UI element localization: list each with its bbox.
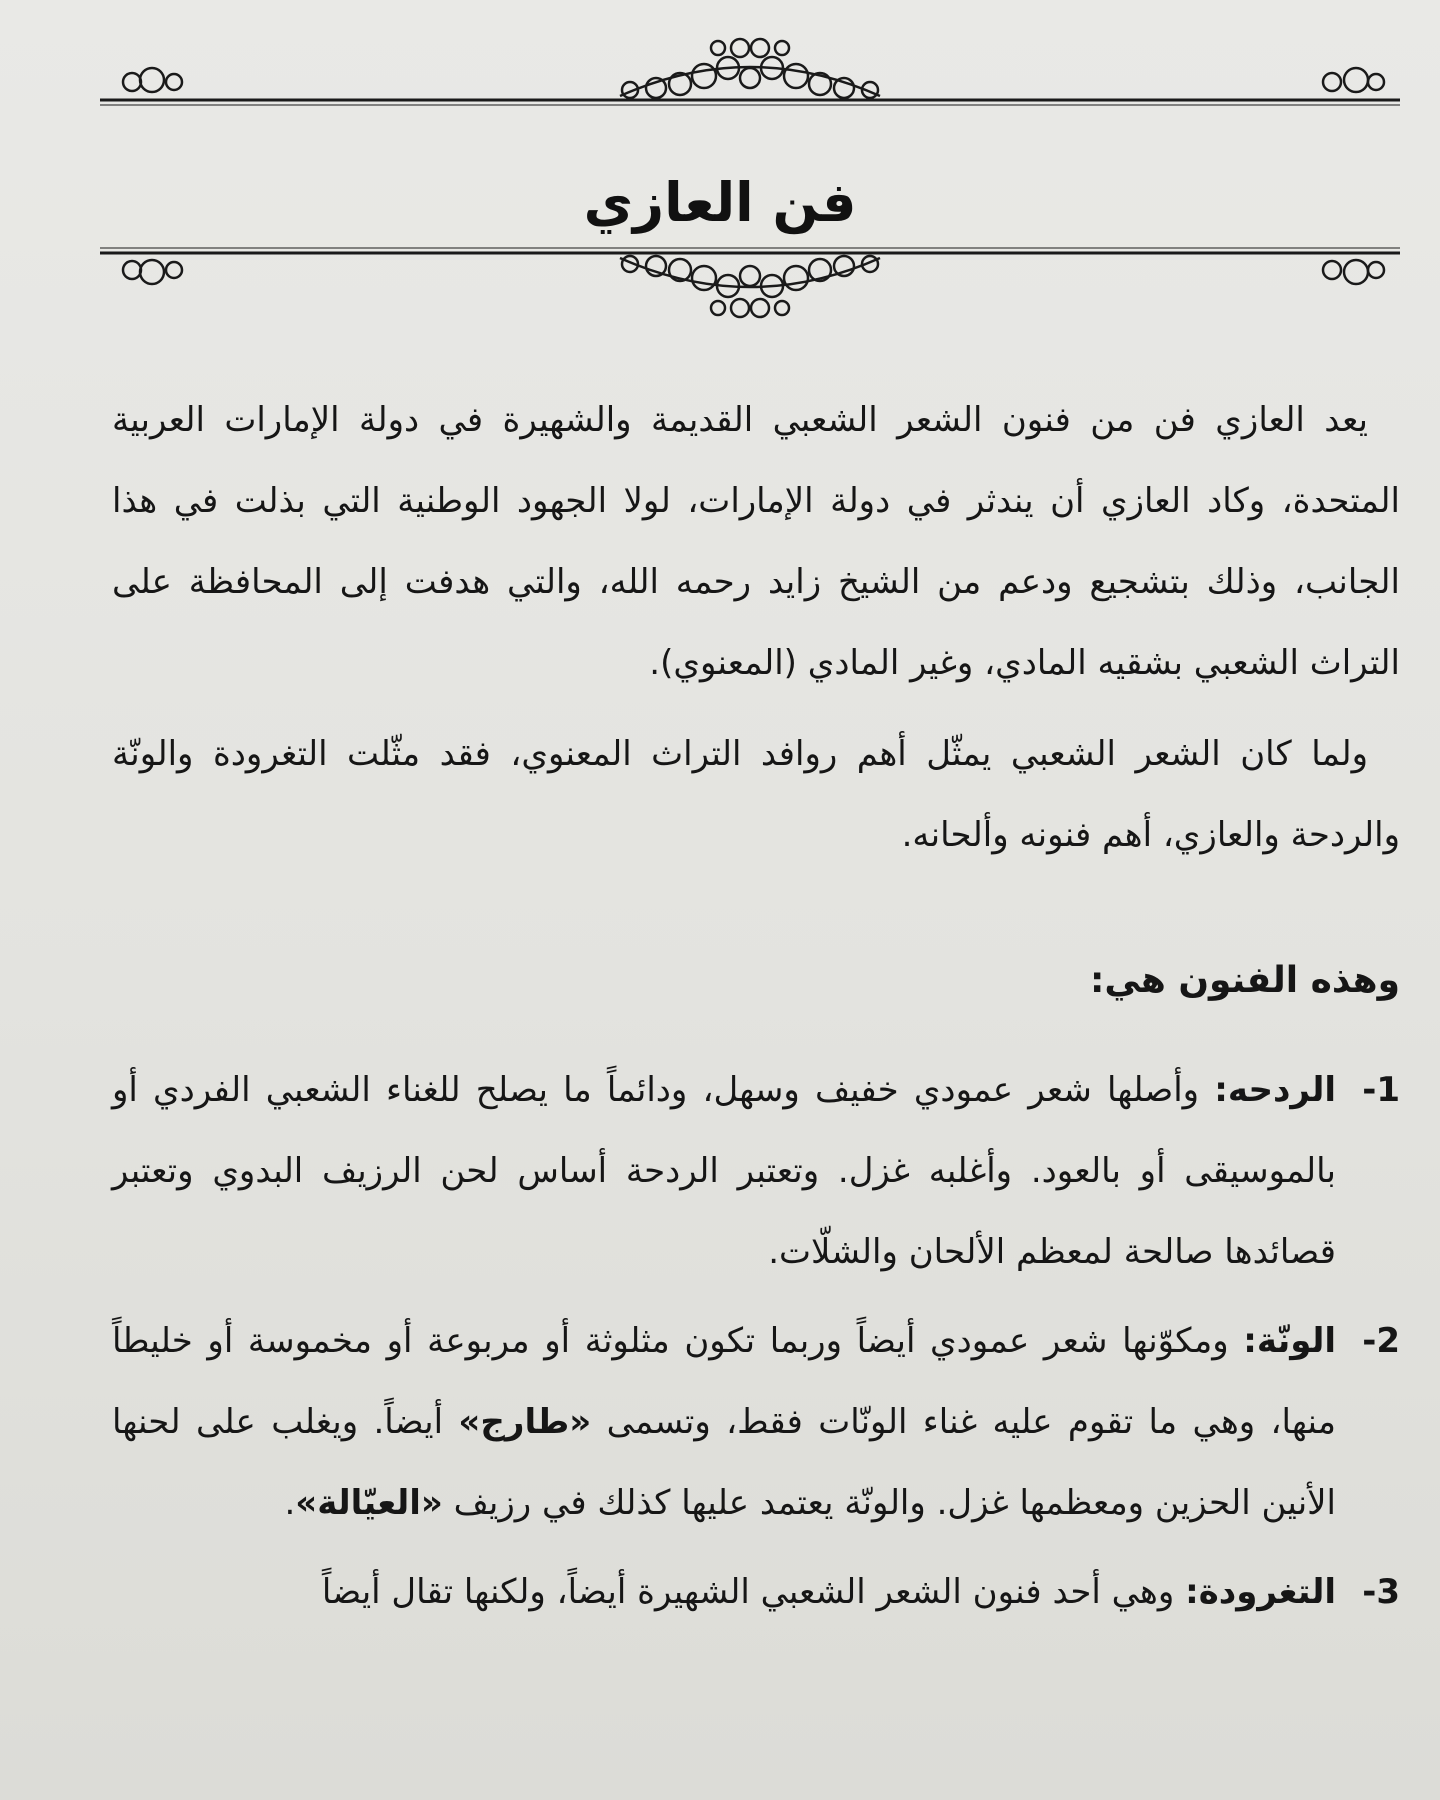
item-term: الردحه: (1214, 1070, 1336, 1110)
list-item-taghrooda (112, 1552, 1400, 1633)
intro-text (112, 380, 1400, 886)
item-text: ومكوّنها شعر عمودي أيضاً وربما تكون مثلوثة أو مربوعة أو مخموسة أو خليطاً منها، وهي ما تقوم عليه غناء الونّات فقط، وتسمى (112, 1321, 1337, 1442)
item-number: 1- (1362, 1070, 1400, 1110)
item-text: . (284, 1483, 296, 1523)
list-item-radha (112, 1050, 1400, 1293)
item-number: 3- (1362, 1572, 1400, 1612)
item-term: التغرودة: (1185, 1572, 1336, 1612)
item-text: وهي أحد فنون الشعر الشعبي الشهيرة أيضاً، ولكنها تقال أيضاً (321, 1572, 1186, 1612)
list-item-wanna (112, 1301, 1400, 1544)
item-text: أيضاً. ويغلب على لحنها الأنين الحزين ومعظمها غزل. والونّة يعتمد عليها كذلك في رزيف (112, 1402, 1336, 1523)
intro-paragraph-1: يعد العازي فن من فنون الشعر الشعبي القديمة والشهيرة في دولة الإمارات العربية المتحدة، وكاد العازي أن يندثر في دولة الإمارات، لولا الجهود الوطنية التي بذلت في هذا الجانب، وذلك بتشجيع ودعم من الشيخ زايد رحمه الله، والتي هدفت إلى المحافظة على التراث الشعبي بشقيه المادي، وغير المادي (المعنوي). (112, 400, 1400, 683)
page-title: فن العازي (583, 171, 857, 235)
item-text: وأصلها شعر عمودي خفيف وسهل، ودائماً ما يصلح للغناء الشعبي الفردي أو بالموسيقى أو بالعود. وأغلبه غزل. وتعتبر الردحة أساس لحن الرزيف البدوي وتعتبر قصائدها صالحة لمعظم الألحان والشلّات. (112, 1070, 1336, 1272)
item-number: 2- (1362, 1321, 1400, 1361)
bottom-ornament-divider (100, 218, 1400, 338)
top-ornament-divider (100, 18, 1400, 138)
intro-paragraph-2: ولما كان الشعر الشعبي يمثّل أهم روافد التراث المعنوي، فقد مثّلت التغرودة والونّة والردحة والعازي، أهم فنونه وألحانه. (112, 734, 1400, 855)
section-heading: وهذه الفنون هي: (1090, 960, 1400, 1001)
item-term: الونّة: (1243, 1321, 1336, 1361)
item-bold-term: «العيّالة» (295, 1483, 443, 1523)
item-bold-term: «طارج» (458, 1402, 592, 1442)
arts-list (112, 1050, 1400, 1641)
